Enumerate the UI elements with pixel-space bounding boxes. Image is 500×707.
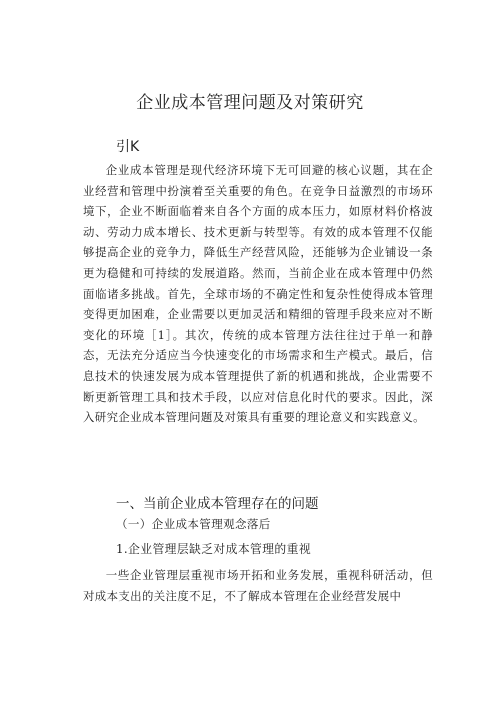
item-1-paragraph: 一些企业管理层重视市场开拓和业务发展，重视科研活动，但对成本支出的关注度不足，不了解成本管理在企业经营发展中 <box>83 568 433 603</box>
document-title: 企业成本管理问题及对策研究 <box>136 93 364 113</box>
subsection-1-heading: （一）企业成本管理观念落后 <box>116 517 271 531</box>
item-1-heading: 1.企业管理层缺乏对成本管理的重视 <box>116 542 312 556</box>
section-1-heading: 一、当前企业成本管理存在的问题 <box>116 496 319 512</box>
intro-heading: 引K <box>116 139 140 155</box>
intro-paragraph: 企业成本管理是现代经济环境下无可回避的核心议题，其在企业经营和管理中扮演着至关重要的角色。在竞争日益激烈的市场环境下，企业不断面临着来自各个方面的成本压力，如原材料价格波动、劳动力成本增长、技术更新与转型等。有效的成本管理不仅能够提高企业的竞争力，降低生产经营风险，还能够为企业铺设一条更为稳健和可持续的发展道路。然而，当前企业在成本管理中仍然面临诸多挑战。首先，全球市场的不确定性和复杂性使得成本管理变得更加困难，企业需要以更加灵活和精细的管理手段来应对不断变化的环境［1］。其次，传统的成本管理方法往往过于单一和静态，无法充分适应当今快速变化的市场需求和生产模式。最后，信息技术的快速发展为成本管理提供了新的机遇和挑战，企业需要不断更新管理工具和技术手段，以应对信息化时代的要求。因此，深入研究企业成本管理问题及对策具有重要的理论意义和实践意义。 <box>83 163 433 425</box>
